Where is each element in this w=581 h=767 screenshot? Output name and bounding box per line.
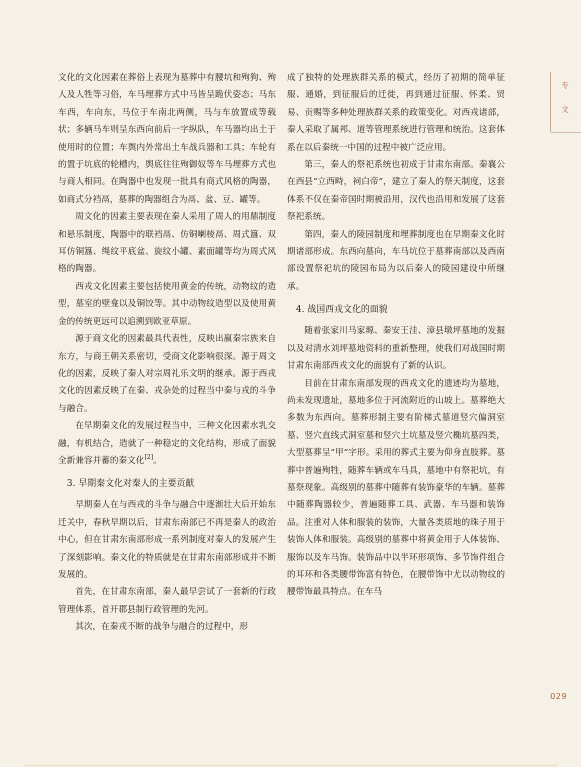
paragraph <box>58 418 276 470</box>
paragraph: 首先，在甘肃东南部，秦人最早尝试了一套新的行政管理体系，首开郡县制行政管理的先河。 <box>58 587 276 615</box>
paragraph: 目前在甘肃东南部发现的西戎文化的遗迹均为墓地，尚未发现遗址，墓地多位于河流附近的山坡上。墓葬绝大多数为东西向。墓葬形制主要有阶梯式墓道竖穴偏洞室墓、竖穴直线式洞室墓和竖穴土坑墓及竖穴椭坑墓四类，大型墓葬呈“甲”字形。采用的葬式主要为仰身直肢葬。墓葬中普遍殉牲，随葬车辆或车马具，墓地中有祭祀坑，有墓祭现象。高级别的墓葬中随葬有装饰豪华的车辆。墓葬中随葬陶器较少，普遍随葬工具、武器、车马器和装饰品。注重对人体和服装的装饰，大量各类质地的珠子用于装饰人体和服装。高级别的墓葬中将黄金用于人体装饰、服饰以及车马饰。装饰品中以半环形项饰、多节饰件组合的耳环和各类腰带饰富有特色，在腰带饰中尤以动物纹的腰带饰最具特点。在车马 <box>287 378 505 598</box>
paragraph: 早期秦人在与西戎的斗争与融合中逐渐壮大后开始东迁关中，春秋早期以后，甘肃东南部已不再是秦人的政治中心，但在甘肃东南部形成一系列制度对秦人的发展产生了深刻影响。秦文化的特质就是在甘肃东南部形成并不断发展的。 <box>58 500 276 580</box>
paragraph-text-end: 。 <box>153 455 162 466</box>
left-column <box>58 70 276 637</box>
side-tag-char: 专 <box>561 81 569 90</box>
paragraph: 西戎文化因素主要包括使用黄金的传统，动物纹的造型，墓室的壁龛以及铜饺等。其中动物纹造型以及使用黄金的传统更远可以追溯到欧亚草原。 <box>58 281 276 327</box>
paragraph: 第四，秦人的陵园制度和埋葬制度也在早期秦文化时期诸部形成。东西向墓向，车马坑位于墓葬南部以及西南部设置祭祀坑的陵园布局为以后秦人的陵园建设中所继承。 <box>287 229 505 292</box>
paragraph: 源于商文化的因素最具代表性，反映出嬴秦宗族来自东方，与商王朝关系密切，受商文化影响很深。源于周文化的因素，反映了秦人对宗周礼乐文明的继承。源于西戎文化的因素反映了在秦、戎杂处的过程当中秦与戎的斗争与融合。 <box>58 334 276 414</box>
section-heading: 3. 早期秦文化对秦人的主要贡献 <box>66 479 195 490</box>
side-divider-line <box>551 132 581 133</box>
page-number: 029 <box>550 692 567 701</box>
section-side-tag <box>559 78 571 118</box>
paragraph: 周文化的因素主要表现在秦人采用了周人的用鼎制度和悬乐制度，陶器中的联裆鬲、仿铜喇棱鬲、周式簋、双耳仿铜簋、绳纹平底盆、旋纹小罐、素面罐等均为周式风格的陶器。 <box>58 212 276 275</box>
paragraph: 其次，在秦戎不断的战争与融合的过程中，形 <box>75 622 249 633</box>
paragraph: 文化的文化因素在葬俗上表现为墓葬中有腰坑和殉狗、殉人及人牲等习俗，车马埋葬方式中马皆呈跪伏姿态；马东车西，车向东，马位于车南北两侧，马与车放置成等载状；多辆马车则呈东西向前后一字纵队，车马器均出土于使用时的位置；车舆内外常出土车战兵器和工具；车轮有的置于坑底的轮槽内，舆底往往殉御奴等车马埋葬方式也与商人相同。在陶器中也发现一批具有商式风格的陶器，如商式分裆鬲，墓葬的陶器组合为鬲、盆、豆、罐等。 <box>58 73 276 205</box>
paragraph: 成了独特的处理族群关系的模式，经历了初期的简单征服、通婚，到征服后的迁徙，再到通过征服、怀柔、贸易、贡赐等多种处理族群关系的政策变化。对西戎诸部，秦人采取了属邦、道等管理系统进行管理和统治。这套体系在以后秦统一中国的过程中被广泛应用。 <box>287 73 505 153</box>
paragraph: 第三，秦人的祭祀系统也初成于甘肃东南部。秦襄公在西县“立西畤，祠白帝”，建立了秦人的祭天制度，这套体系不仅在秦帝国时期被沿用，汉代也沿用和发展了这套祭祀系统。 <box>287 160 505 223</box>
section-heading: 4. 战国西戎文化的面貌 <box>295 305 388 316</box>
paragraph-text: 在早期秦文化的发展过程当中，三种文化因素水乳交融，有机结合，造就了一种稳定的文化结构，形成了面貌全新兼容并蓄的秦文化 <box>58 421 276 466</box>
footnote-reference: [2] <box>144 454 154 462</box>
paragraph: 随着张家川马家塬、秦安王洼、漳县墩坪墓地的发掘以及对清水刘坪墓地资料的重新整理，使我们对战国时期甘肃东南部西戎文化的面貌有了新的认识。 <box>287 326 505 372</box>
right-column <box>287 70 505 602</box>
side-tag-char: 文 <box>561 105 569 114</box>
